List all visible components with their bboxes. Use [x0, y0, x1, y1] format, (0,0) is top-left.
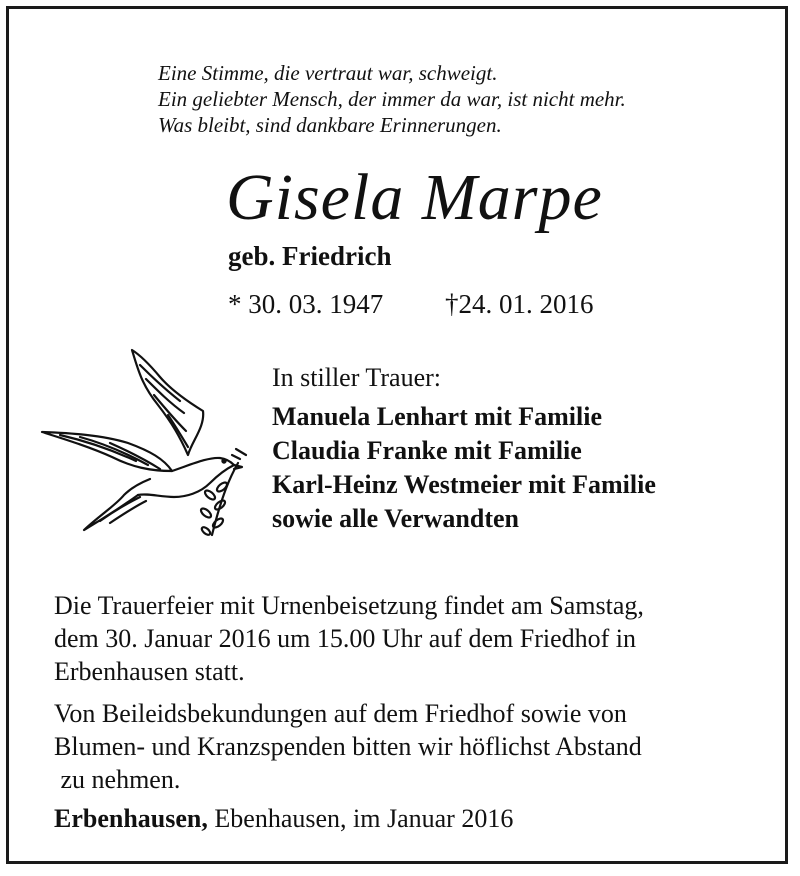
mourner-name: Karl-Heinz Westmeier mit Familie [272, 470, 656, 499]
funeral-notice [54, 589, 644, 688]
signature-place: Erbenhausen, [54, 804, 208, 833]
mourner-name: Manuela Lenhart mit Familie [272, 402, 603, 431]
dove-with-olive-branch-icon [40, 345, 255, 540]
mourning-intro: In stiller Trauer: [272, 363, 441, 392]
memorial-verse [158, 60, 626, 138]
mourner-name: sowie alle Verwandten [272, 504, 519, 533]
birth-date: * 30. 03. 1947 [228, 289, 384, 319]
text-line: Die Trauerfeier mit Urnenbeisetzung findet am Samstag, [54, 591, 644, 620]
text-line: Erbenhausen statt. [54, 657, 245, 686]
signature-rest: Ebenhausen, im Januar 2016 [207, 804, 514, 833]
mourner-name: Claudia Franke mit Familie [272, 436, 582, 465]
text-line: zu nehmen. [54, 765, 181, 794]
signature-line [54, 802, 513, 835]
maiden-name: geb. Friedrich [228, 241, 392, 271]
verse-line: Eine Stimme, die vertraut war, schweigt. [158, 61, 498, 85]
death-date: †24. 01. 2016 [445, 289, 594, 319]
mourners-list [272, 400, 656, 536]
condolence-notice [54, 697, 642, 796]
verse-line: Was bleibt, sind dankbare Erinnerungen. [158, 113, 502, 137]
text-line: Blumen- und Kranzspenden bitten wir höflichst Abstand [54, 732, 642, 761]
text-line: dem 30. Januar 2016 um 15.00 Uhr auf dem Friedhof in [54, 624, 637, 653]
verse-line: Ein geliebter Mensch, der immer da war, ist nicht mehr. [158, 87, 626, 111]
deceased-name: Gisela Marpe [226, 161, 603, 234]
text-line: Von Beileidsbekundungen auf dem Friedhof sowie von [54, 699, 627, 728]
